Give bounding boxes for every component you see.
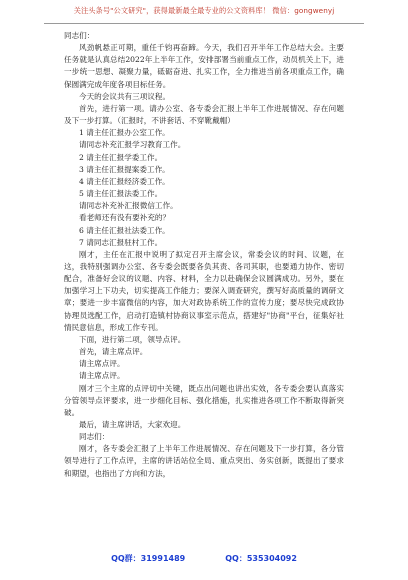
promo-banner-text: 关注头条号"公文研究"，获得最新最全最专业的公文资料库！ 微信：gongwenyj: [73, 6, 335, 15]
paragraph: 刚才，各专委会汇报了上半年工作进展情况、存在问题及下一步打算，各分管领导进行了工作点评，主席的讲话站位全局、重点突出、务实创新，既提出了要求和期望，也指出了方向和方法，: [64, 444, 344, 478]
paragraph: 请主席点评。: [79, 359, 125, 369]
qq-group-label: QQ群：31991489: [111, 554, 186, 563]
paragraph: 7 请同志汇报驻村工作。: [79, 237, 163, 247]
paragraph: 首先，请主席点评。: [79, 347, 148, 357]
paragraph: 首先，进行第一项。请办公室、各专委会汇报上半年工作进展情况、存在问题及下一步打算。（汇报时，不讲套话、不穿靴戴帽）: [64, 103, 344, 126]
paragraph: 请主席点评。: [79, 371, 125, 381]
contact-footer: [0, 553, 408, 567]
paragraph: 刚才，主任在汇报中说明了拟定召开主席会议，常委会议的时间、议题，在这，我特别强调办公室、各专委会既要各负其责、各司其职，也要通力协作、密切配合，准备好会议的议题、内容、材料，全力以赴确保会议圆满成功。另外，要在加强学习上下功夫，切实提高工作能力；要深入调查研究，撰写好高质量的调研文章；要进一步丰富微信的内容，加大对政协系统工作的宣传力度；要尽快完成政协协理员选配工作，启动打造镇村协商议事室示范点，搭建好"协商"平台，征集好社情民意信息，形成工作专刊。: [64, 249, 344, 332]
paragraph: 下面，进行第二项，领导点评。: [79, 334, 186, 344]
paragraph: 6 请主任汇报社法委工作。: [79, 225, 170, 235]
paragraph: 1 请主任汇报办公室工作。: [79, 128, 170, 138]
paragraph: 同志们：: [79, 432, 110, 442]
promo-banner: [0, 0, 408, 22]
paragraph: 5 请主任汇报法委工作。: [79, 189, 163, 199]
paragraph: 今天的会议共有三项议程。: [79, 91, 171, 101]
qq-number-label: QQ：535304092: [225, 554, 297, 563]
paragraph: 请同志补充汇报学习教育工作。: [79, 140, 186, 150]
paragraph: 风劲帆悬正可期，重任千钧再奋蹄。今天，我们召开半年工作总结大会。主要任务就是认真总结2022年上半年工作，安排部署当前重点工作，动员机关上下，进一步统一思想、凝聚力量，砥砺奋进、扎实工作，全力推进当前各项重点工作，确保圆满完成年度各项目标任务。: [64, 43, 344, 89]
document-body: [64, 30, 344, 480]
paragraph: 最后，请主席讲话，大家欢迎。: [79, 420, 186, 429]
header-divider: [44, 23, 364, 24]
paragraph: 2 请主任汇报学委工作。: [79, 152, 163, 162]
paragraph: 看老师还有没有要补充的？: [79, 213, 171, 223]
paragraph: 请同志补充补汇报微信工作。: [79, 201, 178, 211]
paragraph: 同志们：: [64, 31, 95, 40]
paragraph: 4 请主任汇报经济委工作。: [79, 176, 170, 186]
paragraph: 3 请主任汇报提案委工作。: [79, 164, 170, 174]
paragraph: 刚才三个主席的点评切中关键，既点出问题也讲出实效，各专委会要认真落实分管领导点评要求，进一步细化目标、强化措施，扎实推进各项工作不断取得新突破。: [64, 383, 344, 417]
